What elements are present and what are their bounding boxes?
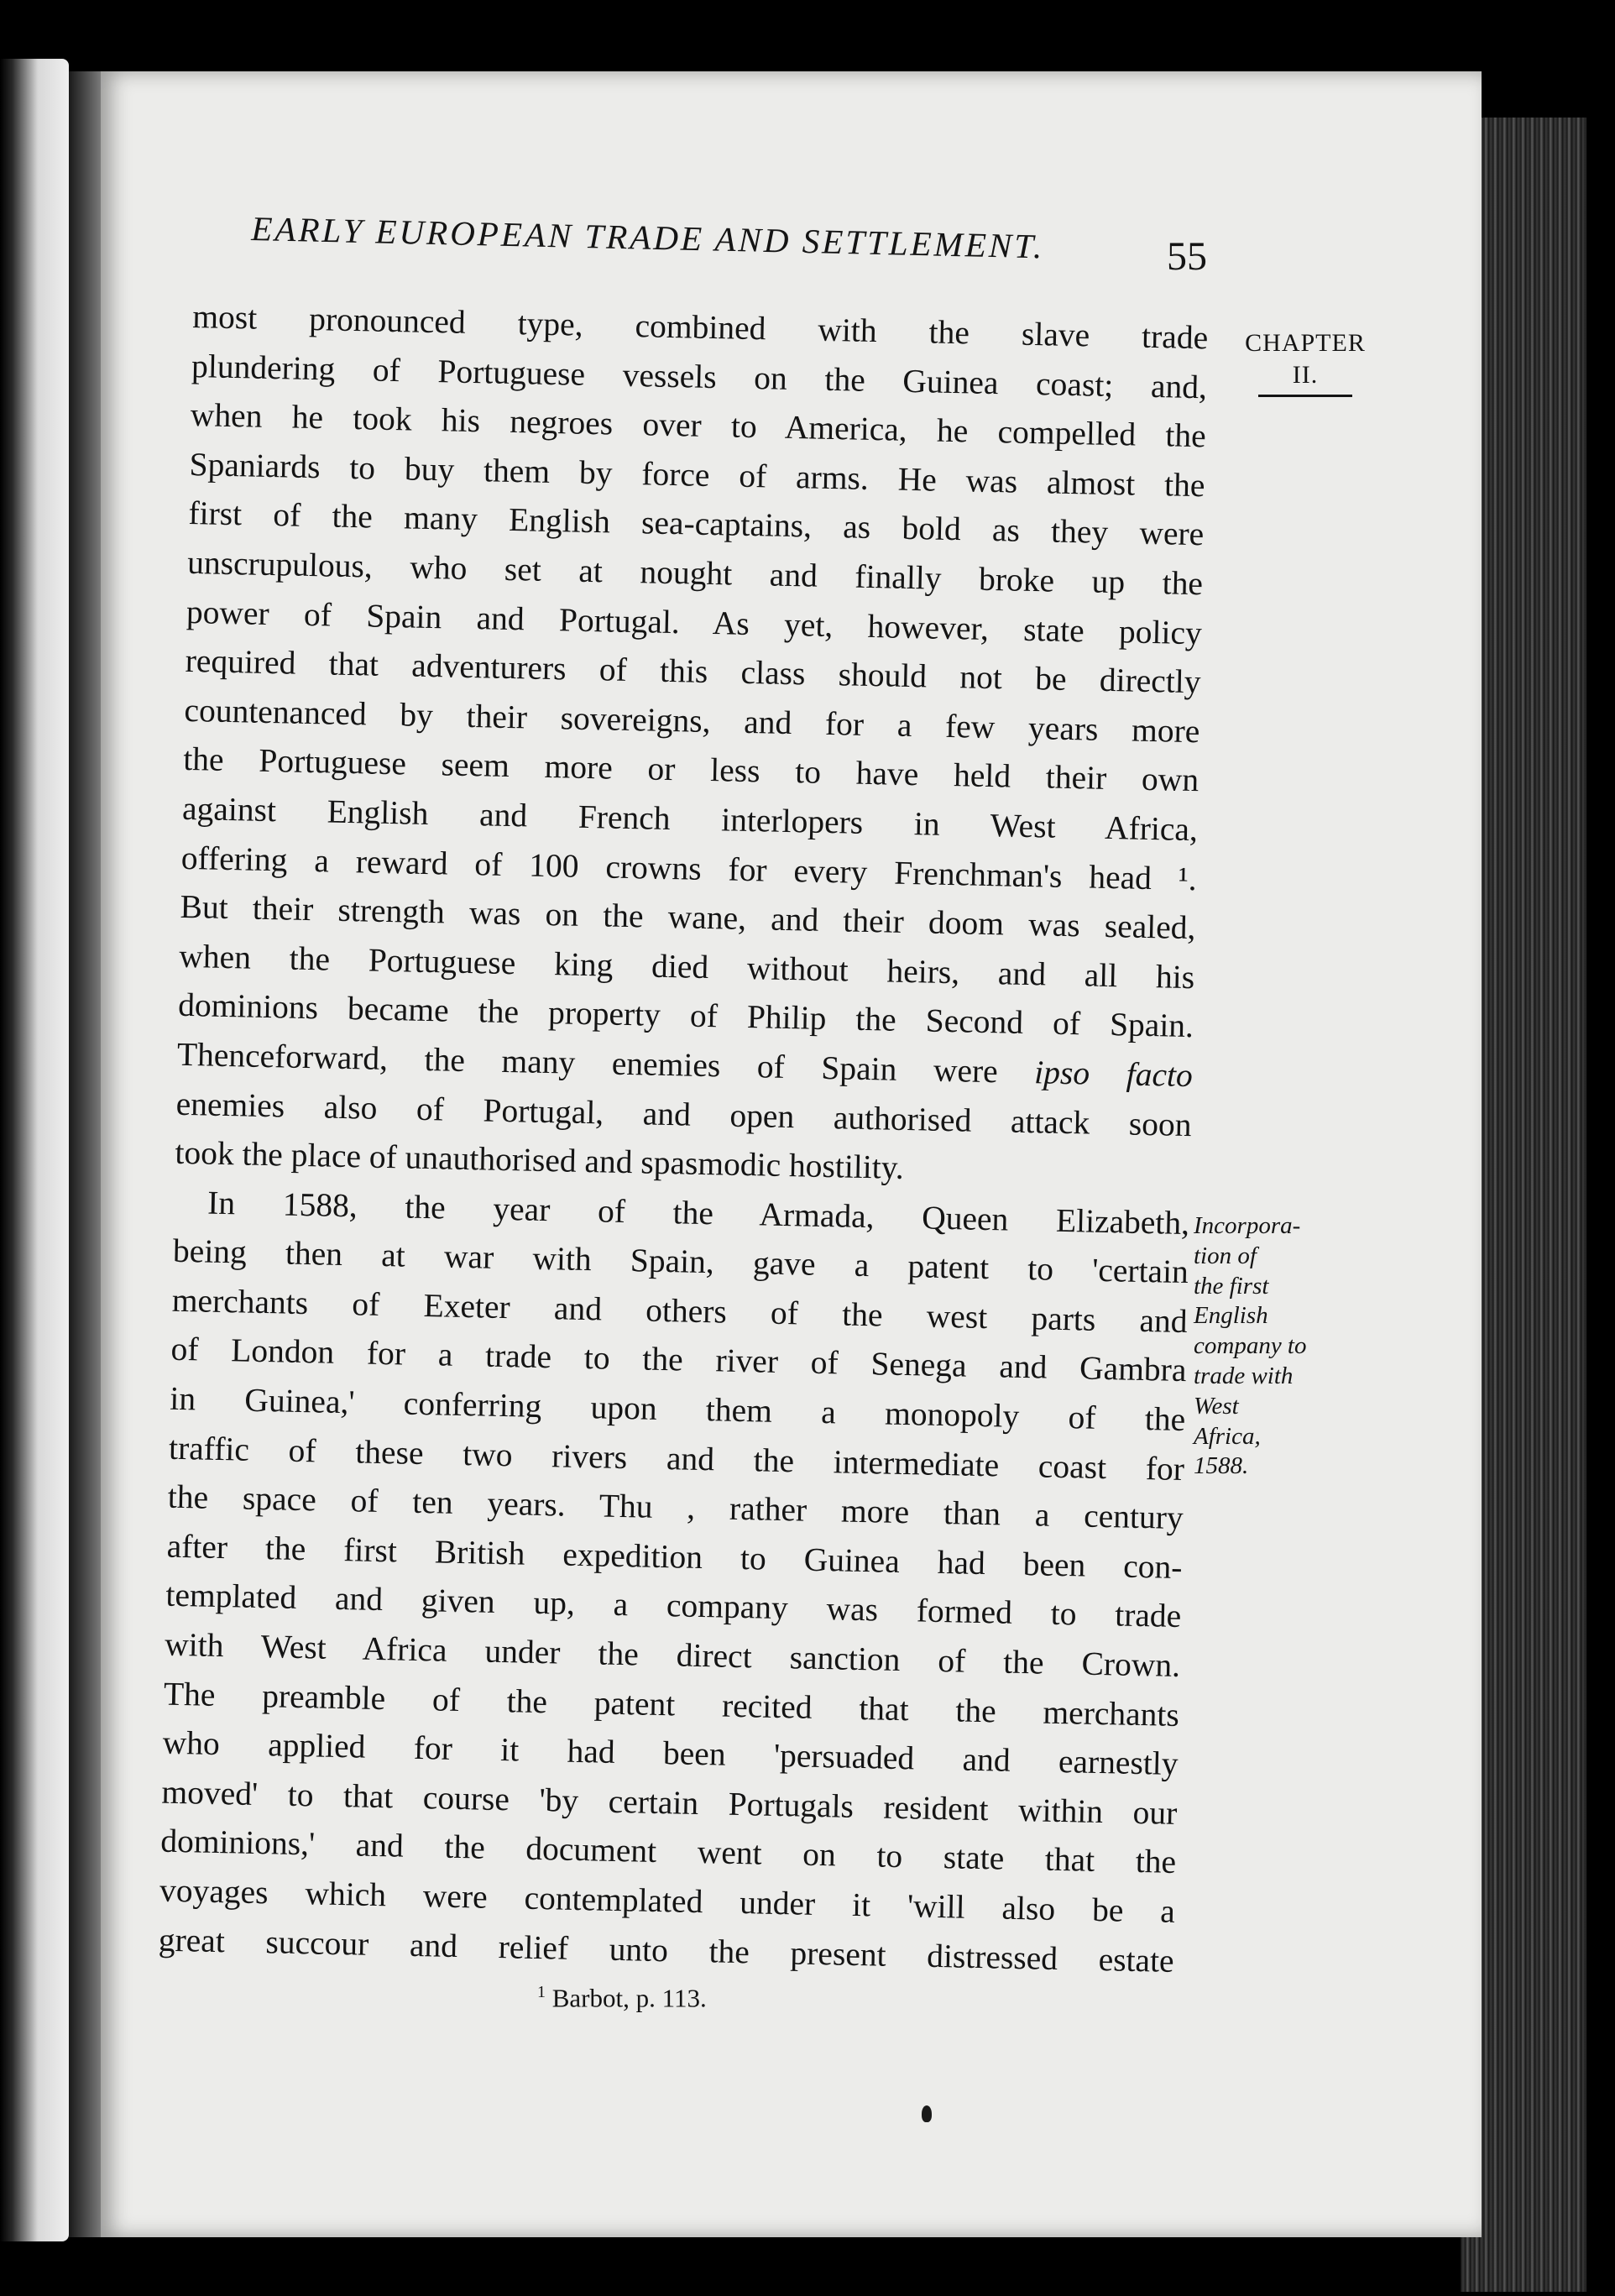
running-title: EARLY EUROPEAN TRADE AND SETTLEMENT.	[250, 208, 1045, 266]
footnote-marker: 1	[537, 1983, 546, 2001]
marginal-note-line: Africa,	[1194, 1422, 1261, 1450]
text-line: offering a reward of 100 crowns for every Frenchman's head ¹.	[180, 839, 1198, 897]
text-line: most pronounced type, combined with the slave trade	[191, 297, 1209, 357]
marginal-note-line: trade with	[1194, 1362, 1294, 1389]
text-line: templated and given up, a company was formed to trade	[165, 1577, 1182, 1635]
text-line: In 1588, the year of the Armada, Queen Elizabeth,	[206, 1184, 1190, 1242]
text-line: in Guinea,' conferring upon them a monopoly of the	[169, 1379, 1186, 1439]
chapter-rule	[1258, 395, 1352, 397]
text-line: the space of ten years. Thu , rather more than a century	[167, 1477, 1184, 1537]
text-line: when he took his negroes over to America, he compelled the	[190, 396, 1207, 455]
text-line: dominions,' and the document went on to state that the	[159, 1823, 1177, 1881]
text-line: who applied for it had been 'persuaded and earnestly	[162, 1723, 1179, 1783]
ink-mark-icon	[922, 2105, 932, 2122]
text-line: plundering of Portuguese vessels on the Guinea coast; and,	[191, 347, 1208, 405]
text-line: required that adventurers of this class should not be directly	[185, 642, 1201, 701]
text-line: power of Spain and Portugal. As yet, however, state policy	[186, 593, 1203, 651]
footnote	[537, 1983, 707, 2013]
text-line: But their strength was on the wane, and their doom was sealed,	[180, 887, 1196, 947]
text-line: first of the many English sea-captains, as bold as they were	[188, 494, 1205, 553]
marginal-note-line: Incorpora-	[1194, 1212, 1301, 1239]
text-line: enemies also of Portugal, and open authorised attack soon	[175, 1085, 1192, 1143]
marginal-note-line: West	[1194, 1392, 1239, 1420]
text-line: The preamble of the patent recited that the merchants	[163, 1675, 1180, 1734]
marginal-note-line: company to	[1194, 1332, 1307, 1360]
body-text	[158, 292, 1208, 1985]
text-line: voyages which were contemplated under it 'will also be a	[159, 1871, 1176, 1930]
text-line: unscrupulous, who set at nought and finally broke up the	[186, 543, 1204, 603]
page-number: 55	[1167, 234, 1207, 279]
text-line: countenanced by their sovereigns, and for a few years more	[184, 691, 1200, 750]
italic-phrase: ipso facto	[1033, 1054, 1194, 1095]
chapter-marker	[1231, 327, 1380, 397]
marginal-note-line: the first	[1194, 1272, 1269, 1300]
chapter-label: CHAPTER	[1245, 329, 1366, 357]
text-line: with West Africa under the direct sanction of the Crown.	[164, 1625, 1181, 1685]
text-line: dominions became the property of Philip the Second of Spain.	[177, 986, 1194, 1045]
text-line: the Portuguese seem more or less to have held their own	[182, 740, 1199, 799]
text-line: traffic of these two rivers and the intermediate coast for	[168, 1429, 1185, 1488]
footnote-text: Barbot, p. 113.	[551, 1983, 707, 2013]
text-line: Thenceforward, the many enemies of Spain were ipso facto	[176, 1035, 1194, 1095]
left-page-edge	[0, 59, 69, 2241]
chapter-number: II.	[1292, 361, 1319, 389]
marginal-note-line: tion of	[1194, 1242, 1257, 1269]
marginal-note	[1194, 1211, 1362, 1482]
text-line: against English and French interlopers in West Africa,	[181, 789, 1199, 849]
text-line: took the place of unauthorised and spasmodic hostility.	[175, 1133, 905, 1187]
text-line: when the Portuguese king died without heirs, and all his	[178, 937, 1195, 996]
text-line: of London for a trade to the river of Senega and Gambra	[170, 1331, 1187, 1389]
marginal-note-line: English	[1194, 1302, 1268, 1330]
text-line: being then at war with Spain, gave a patent to 'certain	[172, 1232, 1189, 1291]
text-line: after the first British expedition to Guinea had been con-	[166, 1527, 1183, 1586]
text-line: Spaniards to buy them by force of arms. He was almost the	[189, 445, 1205, 505]
text-line: moved' to that course 'by certain Portugals resident within our	[161, 1773, 1178, 1832]
marginal-note-line: 1588.	[1194, 1452, 1249, 1480]
text-line: merchants of Exeter and others of the west parts and	[171, 1281, 1189, 1340]
text-line: great succour and relief unto the present distressed estate	[158, 1921, 1175, 1980]
